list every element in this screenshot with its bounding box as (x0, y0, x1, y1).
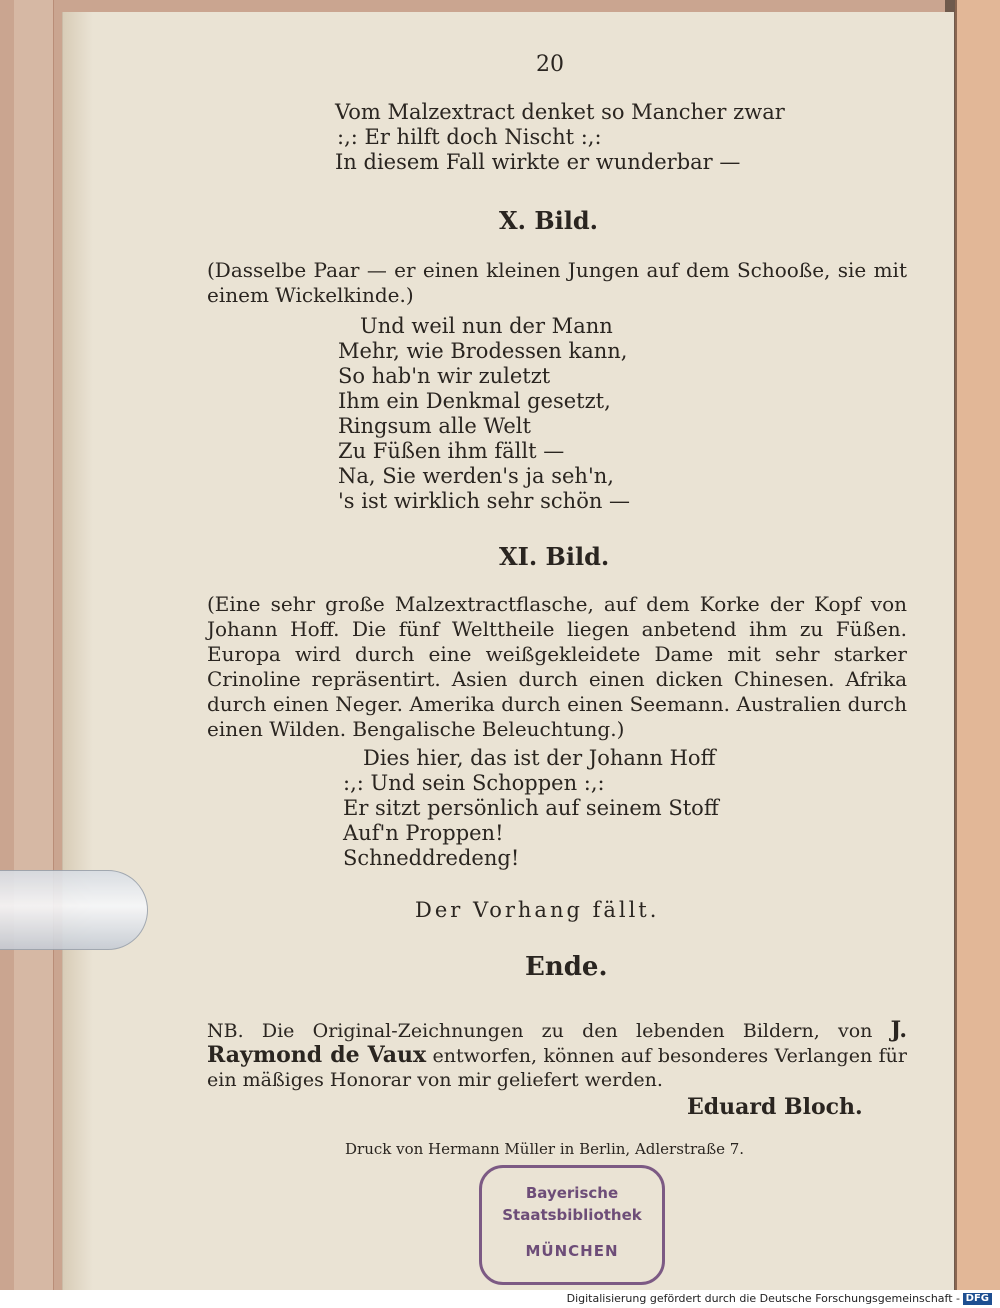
page-stack (14, 0, 54, 1290)
page-gutter-shade (63, 12, 93, 1290)
publisher-note (207, 1018, 907, 1092)
verse-line: :,: Er hilft doch Nischt :,: (337, 125, 602, 149)
stamp-line: Staatsbibliothek (502, 1206, 642, 1224)
verse-line: Ihm ein Denkmal gesetzt, (338, 389, 611, 413)
printer-imprint: Druck von Hermann Müller in Berlin, Adlerstraße 7. (345, 1140, 745, 1158)
verse-line: Schneddredeng! (343, 846, 520, 870)
verse-line: Dies hier, das ist der Johann Hoff (363, 746, 716, 770)
scene-heading-10: X. Bild. (499, 206, 598, 235)
book-page (62, 12, 954, 1290)
verse-line: Vom Malzextract denket so Mancher zwar (335, 100, 785, 124)
footer-credit: Digitalisierung gefördert durch die Deutsche Forschungsgemeinschaft - (566, 1292, 960, 1305)
dfg-logo-icon: DFG (963, 1293, 992, 1305)
verse-line: Zu Füßen ihm fällt — (338, 439, 565, 463)
stage-direction-11: (Eine sehr große Malzextractflasche, auf dem Korke der Kopf von Johann Hoff. Die fünf Welttheile liegen anbetend ihm zu Füßen. Europa wird durch eine weißgekleidete Dame mit sehr starker Crinoline repräsentirt. Asien durch einen dicken Chinesen. Afrika durch einen Neger. Amerika durch einen Seemann. Australien durch einen Wilden. Bengalische Beleuchtung.) (207, 592, 907, 741)
illustrator-name: J. Raymond de Vaux (207, 1017, 907, 1068)
verse-line: :,: Und sein Schoppen :,: (343, 771, 605, 795)
verse-line: Na, Sie werden's ja seh'n, (338, 464, 614, 488)
library-stamp (479, 1165, 665, 1285)
page-clip (0, 870, 148, 950)
verse-line: In diesem Fall wirkte er wunderbar — (335, 150, 741, 174)
facing-page-edge (955, 0, 1000, 1290)
verse-line: 's ist wirklich sehr schön — (338, 489, 631, 513)
curtain-line: Der Vorhang fällt. (415, 898, 660, 922)
note-prefix: NB. Die Original-Zeichnungen zu den lebenden Bildern, von (207, 1020, 873, 1042)
scene-heading-11: XI. Bild. (499, 542, 610, 571)
verse-line: Auf'n Proppen! (343, 821, 504, 845)
verse-line: Mehr, wie Brodessen kann, (338, 339, 628, 363)
page-number: 20 (536, 52, 564, 77)
verse-line: Und weil nun der Mann (360, 314, 613, 338)
verse-block-2 (338, 314, 630, 514)
author-signature: Eduard Bloch. (687, 1094, 863, 1120)
verse-block-1 (335, 100, 785, 175)
verse-line: Er sitzt persönlich auf seinem Stoff (343, 796, 719, 820)
note-suffix: entworfen, können auf besonderes Verlangen für ein mäßiges Honorar von mir geliefert werden. (207, 1045, 907, 1091)
verse-line: Ringsum alle Welt (338, 414, 531, 438)
stamp-line: MÜNCHEN (525, 1242, 619, 1260)
verse-block-3 (343, 746, 719, 871)
verse-line: So hab'n wir zuletzt (338, 364, 551, 388)
ende-heading: Ende. (525, 952, 608, 982)
stage-direction-10: (Dasselbe Paar — er einen kleinen Jungen auf dem Schooße, sie mit einem Wickelkinde.) (207, 258, 907, 307)
stamp-line: Bayerische (525, 1184, 619, 1202)
